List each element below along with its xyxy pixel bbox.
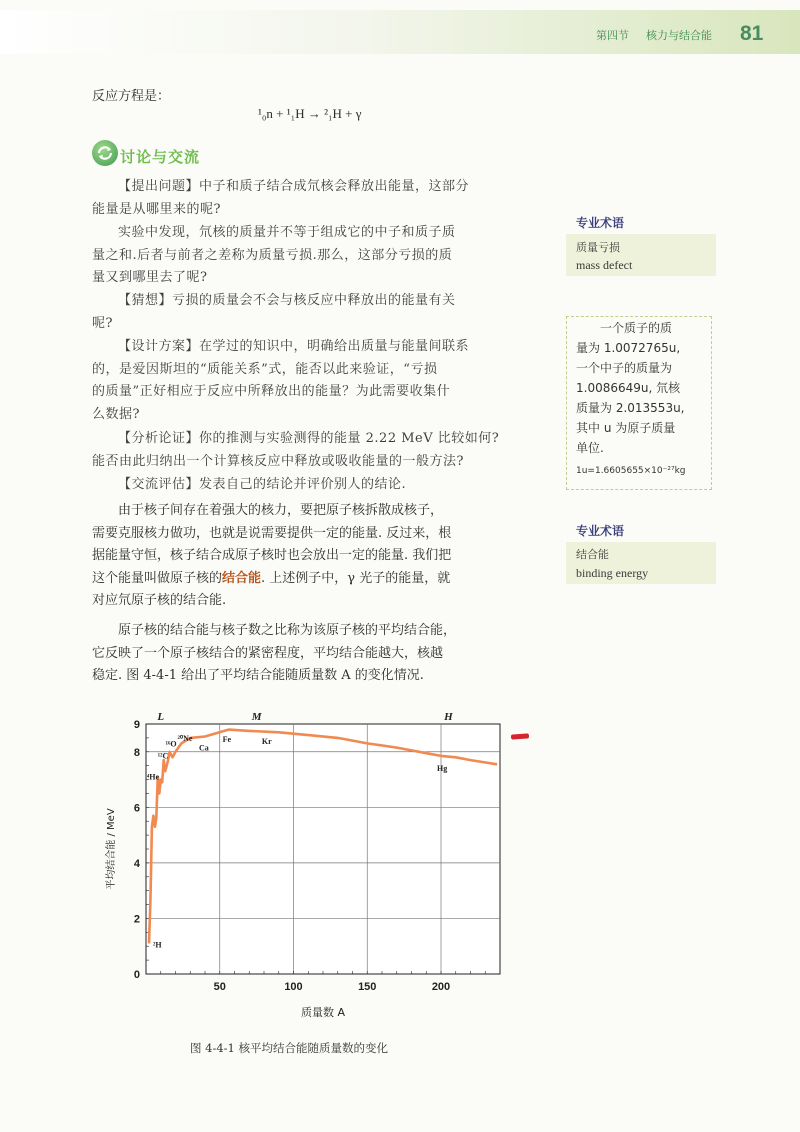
- y-axis-label: 平均结合能 / MeV: [106, 808, 117, 890]
- nuclide-label: ²⁰Ne: [177, 733, 193, 743]
- region-label: H: [444, 711, 453, 723]
- x-tick-label: 50: [213, 981, 226, 993]
- average-binding-energy-paragraph: [92, 620, 540, 688]
- text-line: 亏损的质量会不会与核反应中释放出的能量有关: [172, 293, 456, 308]
- text-line: 能否由此归纳出一个计算核反应中释放或吸收能量的一般方法?: [92, 453, 464, 469]
- nuclide-label: ²H: [152, 940, 162, 950]
- binding-energy-term: 结合能: [222, 570, 262, 586]
- x-tick-label: 200: [431, 981, 451, 993]
- y-tick-label: 9: [133, 719, 140, 731]
- header-section-title: 核力与结合能: [646, 29, 712, 42]
- text-line: 它反映了一个原子核结合的紧密程度，平均结合能越大，核越: [92, 645, 444, 661]
- discussion-analysis: [92, 428, 540, 473]
- text-line: 的，是爱因斯坦的“质能关系”式，能否以此来验证，“亏损: [92, 361, 438, 377]
- discussion-icon: [92, 140, 118, 166]
- y-tick-label: 4: [133, 857, 140, 870]
- text-line: 发表自己的结论并评价别人的结论.: [199, 477, 407, 492]
- text-line: 原子核的结合能与核子数之比称为该原子核的平均结合能，: [118, 623, 457, 638]
- binding-energy-paragraph: [92, 500, 540, 613]
- note-line: 一个中子的质量为: [576, 361, 673, 375]
- nuclide-label: ⁴He: [146, 772, 160, 782]
- text-line: 需要克服核力做功，也就是说需要提供一定的能量. 反过来，根: [92, 525, 452, 541]
- text-line: 据能量守恒，核子结合成原子核时也会放出一定的能量. 我们把: [92, 548, 452, 563]
- text-line: 量之和.后者与前者之差称为质量亏损.那么，这部分亏损的质: [92, 247, 453, 263]
- text-line: 的质量”正好相应于反应中所释放出的能量？为此需要收集什: [92, 384, 451, 399]
- text-line: 你的推测与实验测得的能量 2.22 MeV 比较如何?: [199, 431, 500, 446]
- text-line: 量又到哪里去了呢?: [92, 270, 208, 285]
- hypothesis-tag: 【猜想】: [118, 293, 173, 308]
- region-label: L: [157, 711, 165, 723]
- text-line: 实验中发现，氘核的质量并不等于组成它的中子和质子质: [118, 225, 456, 240]
- nuclide-label: ¹⁶O: [165, 739, 177, 749]
- x-tick-label: 150: [358, 981, 377, 993]
- text-line: 能量是从哪里来的呢?: [92, 201, 221, 217]
- design-tag: 【设计方案】: [118, 339, 200, 354]
- atomic-mass-unit-note: 1u=1.6605655×10⁻²⁷kg: [576, 466, 686, 476]
- note-line: 1.0086649u, 氘核: [576, 381, 681, 395]
- term-english: binding energy: [576, 566, 649, 580]
- y-tick-label: 8: [133, 746, 140, 759]
- x-axis-label: 质量数 A: [300, 1006, 346, 1019]
- figure-caption: 图 4-4-1 核平均结合能随质量数的变化: [190, 1041, 389, 1055]
- y-tick-label: 2: [133, 913, 140, 926]
- nuclide-label: Hg: [437, 764, 448, 774]
- reaction-label: 反应方程是：: [92, 89, 171, 104]
- note-line: 单位.: [576, 441, 604, 455]
- note-line: 质量为 2.013553u,: [576, 401, 685, 415]
- text-line: 中子和质子结合成氘核会释放出能量，这部分: [199, 179, 470, 194]
- page-number: 81: [740, 22, 764, 45]
- term-chinese: 质量亏损: [576, 241, 620, 254]
- note-line: 量为 1.0072765u,: [576, 341, 681, 355]
- reaction-equation: ¹₀n + ¹₁H → ²₁H + γ: [258, 106, 362, 121]
- text-line: 这个能量叫做原子核的: [92, 570, 223, 586]
- text-line: 稳定. 图 4-4-1 给出了平均结合能随质量数 A 的变化情况.: [92, 668, 424, 683]
- x-tick-label: 100: [284, 981, 303, 993]
- discussion-question: [92, 176, 540, 221]
- term-english: mass defect: [576, 258, 633, 272]
- discussion-observation: [92, 222, 540, 290]
- text-line: 对应氘原子核的结合能.: [92, 593, 227, 608]
- mass-note: [576, 318, 708, 458]
- discussion-title: 讨论与交流: [120, 148, 201, 166]
- nuclide-label: Fe: [222, 734, 232, 744]
- text-line: 么数据?: [92, 406, 140, 422]
- note-line: 一个质子的质: [600, 321, 673, 335]
- text-line: 由于核子间存在着强大的核力，要把原子核拆散成核子，: [118, 503, 444, 518]
- discussion-evaluation: [92, 474, 540, 497]
- term-chinese: 结合能: [576, 548, 609, 561]
- nuclide-label: ¹²C: [157, 751, 169, 761]
- nuclide-label: Kr: [261, 736, 272, 746]
- term-heading: 专业术语: [576, 524, 625, 538]
- evaluation-tag: 【交流评估】: [118, 477, 200, 492]
- analysis-tag: 【分析论证】: [118, 431, 200, 446]
- text-line: . 上述例子中，γ 光子的能量，就: [261, 570, 451, 586]
- note-line: 其中 u 为原子质量: [576, 421, 676, 435]
- discussion-design: [92, 336, 540, 426]
- y-tick-label: 0: [133, 969, 140, 981]
- nuclide-label: Ca: [199, 743, 209, 753]
- header-section-label: 第四节: [596, 29, 629, 42]
- discussion-hypothesis: [92, 290, 540, 335]
- question-tag: 【提出问题】: [118, 179, 200, 194]
- region-label: M: [251, 711, 262, 723]
- y-tick-label: 6: [133, 802, 140, 815]
- binding-energy-chart: [100, 706, 520, 1026]
- text-line: 在学过的知识中，明确给出质量与能量间联系: [199, 339, 470, 354]
- term-heading: 专业术语: [576, 216, 625, 230]
- text-line: 呢?: [92, 315, 113, 331]
- plot-area: [146, 724, 500, 974]
